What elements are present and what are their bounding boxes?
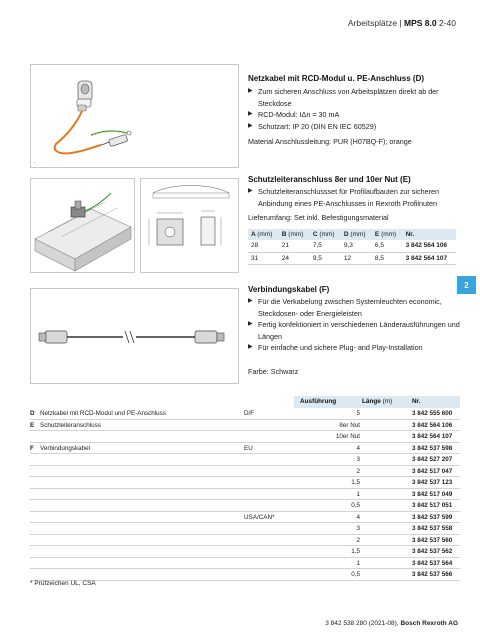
image-ref-code: ▪ — [34, 161, 36, 165]
table-row — [30, 558, 460, 570]
row-name: Netzkabel mit RCD-Modul und PE-Anschluss — [40, 410, 166, 417]
row-nr: 3 842 527 207 — [412, 456, 453, 463]
section-f-color: Farbe: Schwarz — [248, 367, 299, 376]
page-footer — [325, 620, 458, 627]
footnote: * Prüfzeichen UL, CSA — [30, 580, 96, 587]
row-nr: 3 842 537 562 — [412, 548, 453, 555]
page-header — [348, 18, 456, 28]
row-letter: F — [30, 444, 34, 452]
section-d-title: Netzkabel mit RCD-Modul u. PE-Anschluss (D) — [248, 74, 425, 83]
row-nr: 3 842 555 600 — [412, 410, 453, 417]
bullet-item: ▶ Zum sicheren Anschluss von Arbeitsplätzen direkt ab der Steckdose — [248, 86, 458, 109]
rcd-cable-illustration — [31, 65, 240, 169]
section-f-bullets — [248, 296, 460, 354]
row-length: 1 — [356, 490, 360, 498]
row-length: 2 — [356, 467, 360, 475]
table-row — [30, 535, 460, 547]
row-length: 5 — [356, 410, 360, 417]
section-e-scope: Lieferumfang: Set inkl. Befestigungsmaterial — [248, 213, 389, 222]
row-length: 4 — [356, 513, 360, 521]
table-row — [30, 408, 460, 420]
header-section: Arbeitsplätze | — [347, 18, 402, 28]
table-row — [248, 252, 456, 264]
table-row — [248, 240, 456, 252]
row-nr: 3 842 537 598 — [412, 444, 453, 452]
col-header: C (mm) — [310, 229, 341, 240]
row-length: 3 — [356, 525, 360, 532]
profile-mount-illustration — [31, 179, 136, 274]
row-nr: 3 842 517 047 — [412, 467, 453, 475]
table-cell: 28 — [248, 240, 279, 252]
row-length: 2 — [356, 536, 360, 544]
section-e-title: Schutzleiteranschluss 8er und 10er Nut (E) — [248, 175, 411, 184]
row-length: 8er Nut — [339, 421, 360, 429]
row-length: 1 — [356, 559, 360, 567]
table-cell: 31 — [248, 252, 279, 264]
bullet-item: ▶ Schutzleiteranschlussset für Profilaufbauten zur sicheren Anbindung eines PE-Anschlusses in Rexroth Profilnuten — [248, 186, 463, 209]
row-length: 1,5 — [351, 479, 360, 486]
section-d-bullets — [248, 86, 458, 132]
footer-company: Bosch Rexroth AG — [400, 620, 458, 627]
footer-doc-ref: 3 842 538 280 (2021-08), — [325, 620, 399, 627]
chapter-tab[interactable]: 2 — [457, 276, 476, 294]
row-nr: 3 842 537 123 — [412, 479, 453, 486]
bullet-item: ▶ Schutzart: IP 20 (DIN EN IEC 60529) — [248, 121, 458, 133]
table-row — [30, 431, 460, 443]
section-e-image-drawing — [140, 178, 239, 273]
table-cell: 8,5 — [372, 252, 403, 264]
row-nr: 3 842 537 560 — [412, 536, 453, 544]
row-length: 3 — [356, 456, 360, 463]
bullet-item: ▶ Fertig konfektioniert in verschiedenen Länderausführungen und Längen — [248, 319, 460, 342]
dimension-table — [248, 229, 456, 265]
table-cell: 6,5 — [372, 240, 403, 252]
table-row — [30, 500, 460, 512]
col-header-length: Länge (m) — [362, 398, 393, 405]
row-length: 4 — [356, 444, 360, 452]
col-header-nr: Nr. — [412, 398, 421, 405]
header-page: 2-40 — [438, 18, 456, 28]
order-table — [30, 396, 460, 582]
row-length: 10er Nut — [335, 433, 360, 440]
dimension-table-header — [248, 229, 456, 240]
row-variant: D/F — [244, 410, 255, 417]
row-variant: USA/CAN* — [244, 513, 275, 521]
section-d-material: Material Anschlussleitung: PUR (H07BQ-F); orange — [248, 137, 412, 146]
table-cell: 9,5 — [310, 252, 341, 264]
connection-cable-illustration — [31, 289, 240, 385]
row-nr: 3 842 537 566 — [412, 571, 453, 578]
row-letter: D — [30, 410, 35, 417]
col-header: E (mm) — [372, 229, 403, 240]
row-nr: 3 842 517 051 — [412, 502, 453, 509]
bullet-item: ▶ Für die Verkabelung zwischen Systemleuchten economic, Steckdosen- oder Energieleisten — [248, 296, 460, 319]
row-length: 0,5 — [351, 502, 360, 509]
row-nr: 3 842 517 049 — [412, 490, 453, 498]
row-length: 1,5 — [351, 548, 360, 555]
bullet-item: ▶ Für einfache und sichere Plug- and Play-Installation — [248, 342, 460, 354]
dimension-drawing — [141, 179, 240, 274]
col-header-variant: Ausführung — [300, 398, 337, 405]
table-row — [30, 546, 460, 558]
table-cell: 3 842 564 106 — [403, 240, 456, 252]
row-nr: 3 842 537 599 — [412, 513, 453, 521]
row-length: 0,5 — [351, 571, 360, 578]
table-row — [30, 477, 460, 489]
table-row — [30, 466, 460, 478]
row-variant: EU — [244, 444, 253, 452]
row-name: Schutzleiteranschluss — [40, 421, 101, 429]
col-header: A (mm) — [248, 229, 279, 240]
row-nr: 3 842 537 564 — [412, 559, 453, 567]
table-row — [30, 489, 460, 501]
row-nr: 3 842 537 558 — [412, 525, 453, 532]
bullet-item: ▶ RCD-Modul: IΔn = 30 mA — [248, 109, 458, 121]
col-header: Nr. — [403, 229, 456, 240]
section-d-image — [30, 64, 239, 168]
section-f-image — [30, 288, 239, 384]
section-e-image-profile — [30, 178, 135, 273]
table-row — [30, 512, 460, 524]
table-row — [30, 569, 460, 581]
row-nr: 3 842 564 107 — [412, 433, 453, 440]
row-letter: E — [30, 421, 35, 429]
section-e-bullets — [248, 186, 463, 209]
row-name: Verbindungskabel — [40, 444, 91, 452]
table-cell: 7,5 — [310, 240, 341, 252]
table-cell: 21 — [279, 240, 310, 252]
table-cell: 12 — [341, 252, 372, 264]
table-row — [30, 420, 460, 432]
col-header: B (mm) — [279, 229, 310, 240]
section-f-title: Verbindungskabel (F) — [248, 285, 330, 294]
table-cell: 24 — [279, 252, 310, 264]
table-row — [30, 454, 460, 466]
table-cell: 3 842 564 107 — [403, 252, 456, 264]
table-row — [30, 443, 460, 455]
col-header: D (mm) — [341, 229, 372, 240]
row-nr: 3 842 564 106 — [412, 421, 453, 429]
header-product: MPS 8.0 — [404, 18, 437, 28]
table-cell: 9,3 — [341, 240, 372, 252]
table-row — [30, 523, 460, 535]
